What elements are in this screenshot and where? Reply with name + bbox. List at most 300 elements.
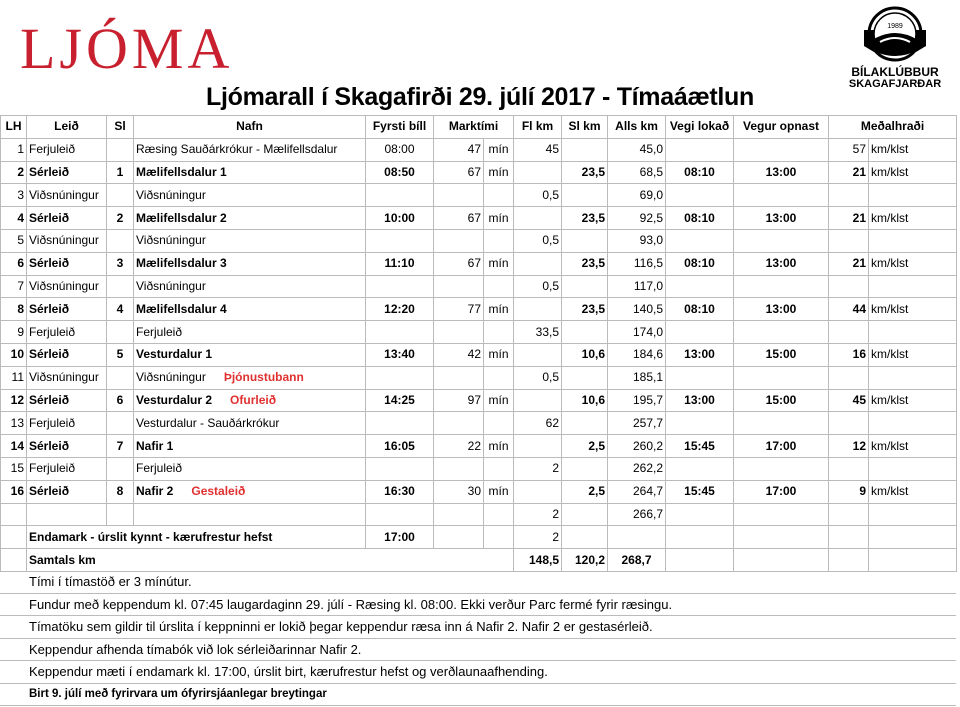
stage-name: Mælifellsdalur 2 [136, 210, 227, 225]
header-vegi-lokad: Vegi lokað [666, 116, 734, 139]
cell-sl [107, 321, 134, 344]
cell-leid: Ferjuleið [27, 138, 107, 161]
cell-lh: 15 [1, 457, 27, 480]
cell-hunit [869, 229, 957, 252]
table-row [1, 298, 957, 321]
cell-lokad [666, 184, 734, 207]
cell-fyrsti: 12:20 [366, 298, 434, 321]
cell-slkm: 10,6 [562, 343, 608, 366]
cell-fl: 0,5 [514, 366, 562, 389]
stage-name: Viðsnúningur [136, 233, 206, 248]
cell-mark [434, 275, 484, 298]
table-header-row [1, 116, 957, 139]
cell-unit: mín [484, 161, 514, 184]
cell-nafn [134, 275, 366, 298]
cell-sl [107, 457, 134, 480]
stage-name: Ferjuleið [136, 324, 183, 339]
table-row [1, 275, 957, 298]
cell-mark: 67 [434, 207, 484, 230]
cell-lokad: 13:00 [666, 343, 734, 366]
note-line: Tímatöku sem gildir til úrslita í keppninni er lokið þegar keppendur ræsa inn á Nafir 2. Nafir 2 er gestasérleið. [0, 616, 956, 639]
endamark-fl: 2 [514, 526, 562, 549]
cell-lokad [666, 229, 734, 252]
cell-sl: 2 [107, 207, 134, 230]
cell-hradi [829, 275, 869, 298]
cell-slkm: 10,6 [562, 389, 608, 412]
samtals-fl: 148,5 [514, 549, 562, 572]
cell-alls: 185,1 [608, 366, 666, 389]
cell-alls: 257,7 [608, 412, 666, 435]
cell-leid [27, 503, 107, 526]
cell-hradi: 16 [829, 343, 869, 366]
note-line: Keppendur mæti í endamark kl. 17:00, úrslit birt, kærufrestur hefst og verðlaunaafhending. [0, 661, 956, 684]
cell-lh: 13 [1, 412, 27, 435]
cell-mark: 67 [434, 252, 484, 275]
cell-slkm: 23,5 [562, 207, 608, 230]
header-sl: Sl [107, 116, 134, 139]
cell-leid: Sérleið [27, 343, 107, 366]
cell-slkm [562, 138, 608, 161]
cell-fl: 0,5 [514, 184, 562, 207]
cell-fyrsti [366, 275, 434, 298]
table-row [1, 412, 957, 435]
cell-hradi: 57 [829, 138, 869, 161]
cell-opnast: 13:00 [734, 207, 829, 230]
cell-sl [107, 275, 134, 298]
table-row [1, 229, 957, 252]
table-row [1, 457, 957, 480]
cell-fyrsti: 10:00 [366, 207, 434, 230]
club-name-line2: SKAGAFJARÐAR [848, 77, 942, 90]
stage-name: Vesturdalur 1 [136, 347, 213, 362]
cell-alls: 117,0 [608, 275, 666, 298]
cell-hradi [829, 366, 869, 389]
cell-slkm [562, 229, 608, 252]
cell-fl: 45 [514, 138, 562, 161]
cell-fyrsti [366, 412, 434, 435]
header-alls-km: Alls km [608, 116, 666, 139]
stage-name: Mælifellsdalur 1 [136, 164, 227, 179]
cell-slkm [562, 457, 608, 480]
cell-sl: 1 [107, 161, 134, 184]
cell-hradi: 45 [829, 389, 869, 412]
cell-nafn [134, 321, 366, 344]
cell-fl: 62 [514, 412, 562, 435]
endamark-row [1, 526, 957, 549]
samtals-sl: 120,2 [562, 549, 608, 572]
cell-opnast [734, 229, 829, 252]
table-row [1, 252, 957, 275]
footnote: Birt 9. júlí með fyrirvara um ófyrirsjáanlegar breytingar [0, 684, 956, 707]
cell-leid: Ferjuleið [27, 321, 107, 344]
table-row [1, 321, 957, 344]
cell-alls: 140,5 [608, 298, 666, 321]
cell-fyrsti [366, 457, 434, 480]
cell-slkm: 23,5 [562, 161, 608, 184]
cell-lokad: 13:00 [666, 389, 734, 412]
cell-sl: 6 [107, 389, 134, 412]
stage-name: Viðsnúningur [136, 370, 206, 385]
stage-name: Ferjuleið [136, 461, 183, 476]
table-row [1, 480, 957, 503]
cell-hunit [869, 321, 957, 344]
cell-lh: 2 [1, 161, 27, 184]
cell-leid: Ferjuleið [27, 412, 107, 435]
page-title: Ljómarall í Skagafirði 29. júlí 2017 - Tímaáætlun [206, 83, 754, 111]
header-medalhradi: Meðalhraði [829, 116, 957, 139]
cell-opnast [734, 321, 829, 344]
cell-lokad [666, 412, 734, 435]
stage-name: Vesturdalur - Sauðárkrókur [136, 415, 280, 430]
cell-lh: 9 [1, 321, 27, 344]
cell-alls: 69,0 [608, 184, 666, 207]
cell-sl [107, 184, 134, 207]
cell-leid: Sérleið [27, 435, 107, 458]
cell-opnast [734, 457, 829, 480]
cell-lokad: 15:45 [666, 435, 734, 458]
cell-sl [107, 412, 134, 435]
cell-hradi [829, 412, 869, 435]
header-vegur-opnast: Vegur opnast [734, 116, 829, 139]
cell-fyrsti: 16:05 [366, 435, 434, 458]
cell-lh: 11 [1, 366, 27, 389]
cell-nafn [134, 161, 366, 184]
header-fyrsti: Fyrsti bíll [366, 116, 434, 139]
cell-leid: Sérleið [27, 161, 107, 184]
cell-hradi: 9 [829, 480, 869, 503]
cell-fl [514, 389, 562, 412]
cell-fl [514, 435, 562, 458]
cell-lokad: 08:10 [666, 207, 734, 230]
samtals-row [1, 549, 957, 572]
table-row [1, 184, 957, 207]
cell-hradi [829, 229, 869, 252]
samtals-label: Samtals km [27, 549, 514, 572]
club-emblem-icon [860, 6, 930, 64]
cell-unit: mín [484, 343, 514, 366]
cell-lokad: 08:10 [666, 252, 734, 275]
cell-alls: 262,2 [608, 457, 666, 480]
cell-fyrsti [366, 184, 434, 207]
cell-leid: Viðsnúningur [27, 184, 107, 207]
cell-hradi: 21 [829, 252, 869, 275]
header-marktimi: Marktími [434, 116, 514, 139]
cell-nafn [134, 343, 366, 366]
cell-unit [484, 321, 514, 344]
cell-alls: 266,7 [608, 503, 666, 526]
cell-unit: mín [484, 298, 514, 321]
cell-nafn [134, 298, 366, 321]
cell-alls: 184,6 [608, 343, 666, 366]
cell-hunit: km/klst [869, 435, 957, 458]
cell-opnast [734, 275, 829, 298]
cell-unit [484, 457, 514, 480]
cell-slkm [562, 184, 608, 207]
cell-alls: 92,5 [608, 207, 666, 230]
cell-opnast [734, 138, 829, 161]
cell-unit [484, 503, 514, 526]
table-row [1, 503, 957, 526]
cell-mark: 30 [434, 480, 484, 503]
cell-unit: mín [484, 435, 514, 458]
cell-unit: mín [484, 207, 514, 230]
club-logo [840, 6, 950, 90]
cell-slkm: 2,5 [562, 480, 608, 503]
cell-fl [514, 207, 562, 230]
cell-hunit [869, 457, 957, 480]
stage-name: Mælifellsdalur 3 [136, 256, 227, 271]
cell-opnast: 17:00 [734, 435, 829, 458]
cell-sl: 8 [107, 480, 134, 503]
header-nafn: Nafn [134, 116, 366, 139]
cell-hradi [829, 457, 869, 480]
cell-alls: 195,7 [608, 389, 666, 412]
cell-nafn [134, 138, 366, 161]
cell-lh: 4 [1, 207, 27, 230]
stage-name: Viðsnúningur [136, 187, 206, 202]
endamark-time: 17:00 [366, 526, 434, 549]
cell-unit: mín [484, 252, 514, 275]
cell-lokad [666, 138, 734, 161]
cell-opnast [734, 503, 829, 526]
table-row [1, 389, 957, 412]
cell-hradi: 44 [829, 298, 869, 321]
cell-hradi [829, 321, 869, 344]
cell-leid: Sérleið [27, 207, 107, 230]
table-row [1, 138, 957, 161]
cell-lokad [666, 366, 734, 389]
cell-opnast: 15:00 [734, 343, 829, 366]
cell-hunit: km/klst [869, 207, 957, 230]
endamark-label: Endamark - úrslit kynnt - kærufrestur hefst [27, 526, 366, 549]
svg-text:1989: 1989 [887, 23, 903, 30]
cell-nafn [134, 457, 366, 480]
note-line: Tími í tímastöð er 3 mínútur. [0, 571, 956, 594]
cell-alls: 260,2 [608, 435, 666, 458]
stage-name: Ræsing Sauðárkrókur - Mælifellsdalur [136, 142, 338, 157]
cell-hunit: km/klst [869, 298, 957, 321]
cell-opnast: 17:00 [734, 480, 829, 503]
stage-note: Þjónustubann [223, 370, 304, 385]
stage-name: Vesturdalur 2 [136, 392, 213, 407]
cell-unit: mín [484, 389, 514, 412]
cell-leid: Sérleið [27, 298, 107, 321]
cell-alls: 68,5 [608, 161, 666, 184]
cell-lokad [666, 503, 734, 526]
cell-slkm [562, 412, 608, 435]
cell-fl [514, 298, 562, 321]
cell-nafn [134, 184, 366, 207]
cell-fyrsti: 13:40 [366, 343, 434, 366]
cell-slkm: 23,5 [562, 252, 608, 275]
cell-fl: 2 [514, 457, 562, 480]
cell-lokad [666, 275, 734, 298]
cell-hunit [869, 366, 957, 389]
cell-hradi: 12 [829, 435, 869, 458]
cell-fyrsti: 16:30 [366, 480, 434, 503]
cell-sl: 7 [107, 435, 134, 458]
cell-unit [484, 366, 514, 389]
samtals-alls: 268,7 [608, 549, 666, 572]
cell-mark: 97 [434, 389, 484, 412]
cell-hunit: km/klst [869, 343, 957, 366]
cell-fl [514, 480, 562, 503]
cell-opnast [734, 412, 829, 435]
cell-unit: mín [484, 138, 514, 161]
cell-fyrsti: 08:50 [366, 161, 434, 184]
cell-lokad: 08:10 [666, 298, 734, 321]
club-name-line1: BÍLAKLÚBBUR [851, 65, 939, 79]
cell-leid: Sérleið [27, 480, 107, 503]
cell-sl: 5 [107, 343, 134, 366]
cell-slkm [562, 503, 608, 526]
cell-hradi: 21 [829, 161, 869, 184]
cell-fl [514, 161, 562, 184]
cell-opnast [734, 184, 829, 207]
table-row [1, 343, 957, 366]
cell-opnast: 15:00 [734, 389, 829, 412]
cell-fyrsti: 14:25 [366, 389, 434, 412]
cell-lh: 7 [1, 275, 27, 298]
cell-sl: 4 [107, 298, 134, 321]
cell-lh: 8 [1, 298, 27, 321]
cell-lokad [666, 457, 734, 480]
cell-unit: mín [484, 480, 514, 503]
cell-opnast: 13:00 [734, 161, 829, 184]
cell-hunit [869, 184, 957, 207]
cell-lokad: 08:10 [666, 161, 734, 184]
cell-unit [484, 184, 514, 207]
cell-mark [434, 321, 484, 344]
cell-lh [1, 503, 27, 526]
cell-unit [484, 412, 514, 435]
cell-fyrsti: 11:10 [366, 252, 434, 275]
cell-fyrsti [366, 321, 434, 344]
cell-lh: 5 [1, 229, 27, 252]
cell-mark: 42 [434, 343, 484, 366]
cell-alls: 116,5 [608, 252, 666, 275]
cell-slkm: 23,5 [562, 298, 608, 321]
cell-opnast: 13:00 [734, 298, 829, 321]
cell-slkm [562, 321, 608, 344]
stage-note: Ofurleið [230, 392, 277, 407]
header-leid: Leið [27, 116, 107, 139]
cell-mark: 77 [434, 298, 484, 321]
cell-mark: 22 [434, 435, 484, 458]
cell-nafn [134, 412, 366, 435]
cell-leid: Viðsnúningur [27, 275, 107, 298]
cell-hunit [869, 275, 957, 298]
cell-fyrsti: 08:00 [366, 138, 434, 161]
table-row [1, 161, 957, 184]
cell-sl [107, 366, 134, 389]
cell-alls: 93,0 [608, 229, 666, 252]
cell-hunit: km/klst [869, 480, 957, 503]
cell-lh: 1 [1, 138, 27, 161]
cell-fl: 0,5 [514, 229, 562, 252]
cell-lh: 10 [1, 343, 27, 366]
cell-sl [107, 138, 134, 161]
cell-hradi [829, 503, 869, 526]
cell-sl [107, 503, 134, 526]
stage-name: Mælifellsdalur 4 [136, 301, 227, 316]
notes-section [0, 571, 956, 706]
cell-hradi [829, 184, 869, 207]
note-line: Keppendur afhenda tímabók við lok sérleiðarinnar Nafir 2. [0, 639, 956, 662]
cell-sl [107, 229, 134, 252]
cell-nafn [134, 503, 366, 526]
schedule-table [0, 115, 957, 572]
cell-fyrsti [366, 229, 434, 252]
cell-leid: Ferjuleið [27, 457, 107, 480]
cell-hunit: km/klst [869, 161, 957, 184]
stage-name: Viðsnúningur [136, 278, 206, 293]
cell-fl: 2 [514, 503, 562, 526]
ljoma-logo: LJÓMA [20, 16, 234, 81]
cell-fyrsti [366, 503, 434, 526]
cell-nafn [134, 389, 366, 412]
cell-mark: 47 [434, 138, 484, 161]
cell-slkm [562, 366, 608, 389]
cell-lh: 6 [1, 252, 27, 275]
stage-name: Nafir 1 [136, 438, 174, 453]
header-fl-km: Fl km [514, 116, 562, 139]
cell-leid: Sérleið [27, 252, 107, 275]
cell-mark [434, 457, 484, 480]
cell-lokad [666, 321, 734, 344]
header-lh: LH [1, 116, 27, 139]
cell-nafn [134, 435, 366, 458]
cell-fl [514, 343, 562, 366]
cell-mark: 67 [434, 161, 484, 184]
cell-leid: Viðsnúningur [27, 366, 107, 389]
table-row [1, 207, 957, 230]
cell-hunit: km/klst [869, 389, 957, 412]
cell-lokad: 15:45 [666, 480, 734, 503]
cell-unit [484, 275, 514, 298]
cell-opnast: 13:00 [734, 252, 829, 275]
cell-nafn [134, 366, 366, 389]
cell-hradi: 21 [829, 207, 869, 230]
stage-name: Nafir 2 [136, 484, 174, 499]
cell-lh: 14 [1, 435, 27, 458]
header-sl-km: Sl km [562, 116, 608, 139]
cell-slkm [562, 275, 608, 298]
cell-mark [434, 366, 484, 389]
cell-sl: 3 [107, 252, 134, 275]
cell-fl: 0,5 [514, 275, 562, 298]
cell-hunit [869, 503, 957, 526]
cell-fl [514, 252, 562, 275]
cell-alls: 45,0 [608, 138, 666, 161]
cell-slkm: 2,5 [562, 435, 608, 458]
cell-lh: 3 [1, 184, 27, 207]
cell-mark [434, 412, 484, 435]
cell-mark [434, 229, 484, 252]
cell-alls: 174,0 [608, 321, 666, 344]
cell-nafn [134, 480, 366, 503]
table-row [1, 366, 957, 389]
cell-alls: 264,7 [608, 480, 666, 503]
stage-note: Gestaleið [191, 484, 246, 499]
cell-fyrsti [366, 366, 434, 389]
cell-mark [434, 184, 484, 207]
cell-mark [434, 503, 484, 526]
cell-nafn [134, 229, 366, 252]
cell-unit [484, 229, 514, 252]
cell-leid: Viðsnúningur [27, 229, 107, 252]
cell-lh: 16 [1, 480, 27, 503]
